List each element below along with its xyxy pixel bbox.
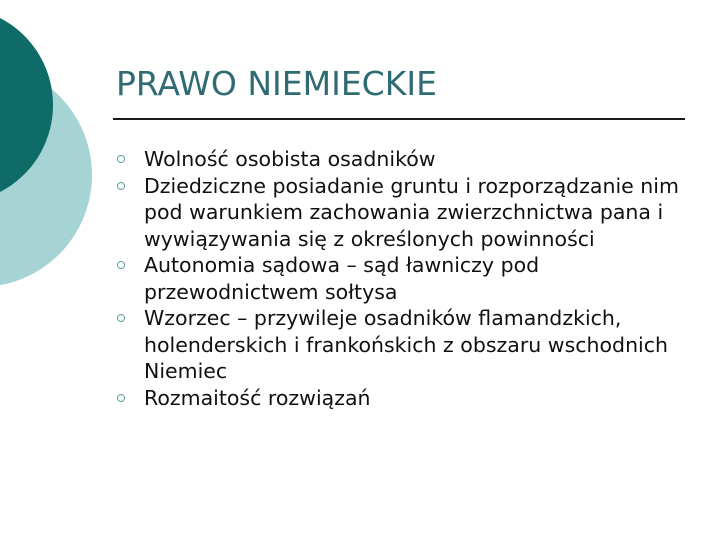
list-item-text: Autonomia sądowa – sąd ławniczy pod przewodnictwem sołtysa: [144, 253, 540, 304]
list-item-text: Rozmaitość rozwiązań: [144, 385, 371, 410]
circle-bullet-icon: [117, 182, 125, 190]
circle-bullet-icon: [117, 261, 125, 269]
circle-bullet-icon: [117, 155, 125, 163]
list-item-text: Dziedziczne posiadanie gruntu i rozporządzanie nim pod warunkiem zachowania zwierzchnictwa pana i wywiązywania się z określonych powinności: [144, 173, 679, 251]
slide-title: PRAWO NIEMIECKIE: [116, 64, 437, 103]
list-item: [115, 385, 695, 412]
list-item-text: Wzorzec – przywileje osadników flamandzkich, holenderskich i frankońskich z obszaru wschodnich Niemiec: [144, 306, 669, 383]
list-item: [115, 252, 695, 305]
bullet-list: [115, 146, 695, 411]
circle-bullet-icon: [117, 394, 125, 402]
list-item: [115, 173, 695, 253]
circle-bullet-icon: [117, 314, 125, 322]
title-underline: [113, 118, 685, 120]
list-item-text: Wolność osobista osadników: [144, 147, 436, 171]
list-item: [115, 305, 695, 385]
list-item: [115, 146, 695, 173]
